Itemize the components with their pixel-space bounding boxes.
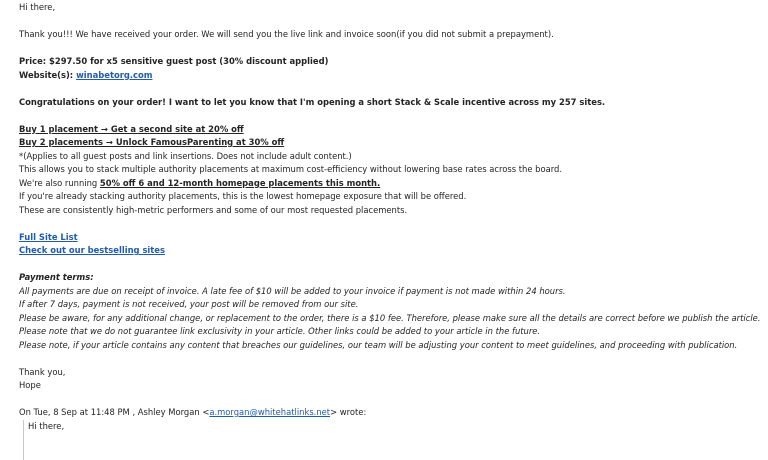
quoted-header-suffix: > wrote: bbox=[330, 407, 367, 417]
stacking-text: If you're already stacking authority placements, this is the lowest homepage exposure that will be offered. bbox=[19, 191, 467, 201]
bestselling-link[interactable]: Check out our bestselling sites bbox=[19, 245, 165, 255]
running-line bbox=[19, 177, 768, 191]
term-2: If after 7 days, payment is not received, your post will be removed from our site. bbox=[19, 299, 359, 309]
quoted-message bbox=[23, 420, 768, 460]
quoted-email-link[interactable]: a.morgan@whitehatlinks.net bbox=[209, 407, 331, 417]
website-label: Website(s): bbox=[19, 69, 77, 80]
signoff: Thank you, bbox=[19, 366, 66, 377]
quoted-greeting: Hi there, bbox=[28, 420, 65, 431]
running-prefix: We're also running bbox=[19, 177, 100, 188]
thanks-text: Thank you!!! We have received your order. We will send you the live link and invoice soon(if you did not submit a prepayment). bbox=[19, 29, 554, 39]
metrics-text: These are consistently high-metric performers and some of our most requested placements. bbox=[19, 204, 408, 215]
website-line bbox=[19, 69, 768, 83]
running-highlight: 50% off 6 and 12-month homepage placements this month. bbox=[99, 177, 381, 188]
offer-buy-2: Buy 2 placements → Unlock FamousParenting at 30% off bbox=[19, 137, 285, 147]
signature: Hope bbox=[19, 380, 41, 390]
congrats-text: Congratulations on your order! I want to let you know that I'm opening a short Stack & Scale incentive across my 257 sites. bbox=[19, 96, 606, 107]
price-text: Price: $297.50 for x5 sensitive guest post (30% discount applied) bbox=[19, 56, 329, 66]
payment-terms-title: Payment terms: bbox=[19, 272, 94, 282]
term-4: Please note that we do not guarantee link exclusivity in your article. Other links could be added to your article in the future. bbox=[19, 326, 541, 336]
term-3: Please be aware, for any additional change, or replacement to the order, there is a $10 fee. Therefore, please make sure all the details are correct before we publish the article. bbox=[19, 312, 761, 323]
quoted-header-prefix: On Tue, 8 Sep at 11:48 PM , Ashley Morgan < bbox=[19, 407, 210, 417]
full-site-list-link[interactable]: Full Site List bbox=[19, 231, 78, 242]
quoted-header bbox=[19, 406, 768, 420]
stack-note: This allows you to stack multiple authority placements at maximum cost-efficiency without lowering base rates across the board. bbox=[19, 164, 563, 174]
offer-buy-1: Buy 1 placement → Get a second site at 20% off bbox=[19, 123, 244, 134]
applies-note: *(Applies to all guest posts and link insertions. Does not include adult content.) bbox=[19, 150, 352, 161]
greeting: Hi there, bbox=[19, 2, 56, 12]
term-5: Please note, if your article contains any content that breaches our guidelines, our team will be adjusting your content to meet guidelines, and proceeding with publication. bbox=[19, 339, 738, 350]
website-link[interactable]: winabetorg.com bbox=[76, 69, 153, 80]
term-1: All payments are due on receipt of invoice. A late fee of $10 will be added to your invoice if payment is not made within 24 hours. bbox=[19, 285, 566, 296]
